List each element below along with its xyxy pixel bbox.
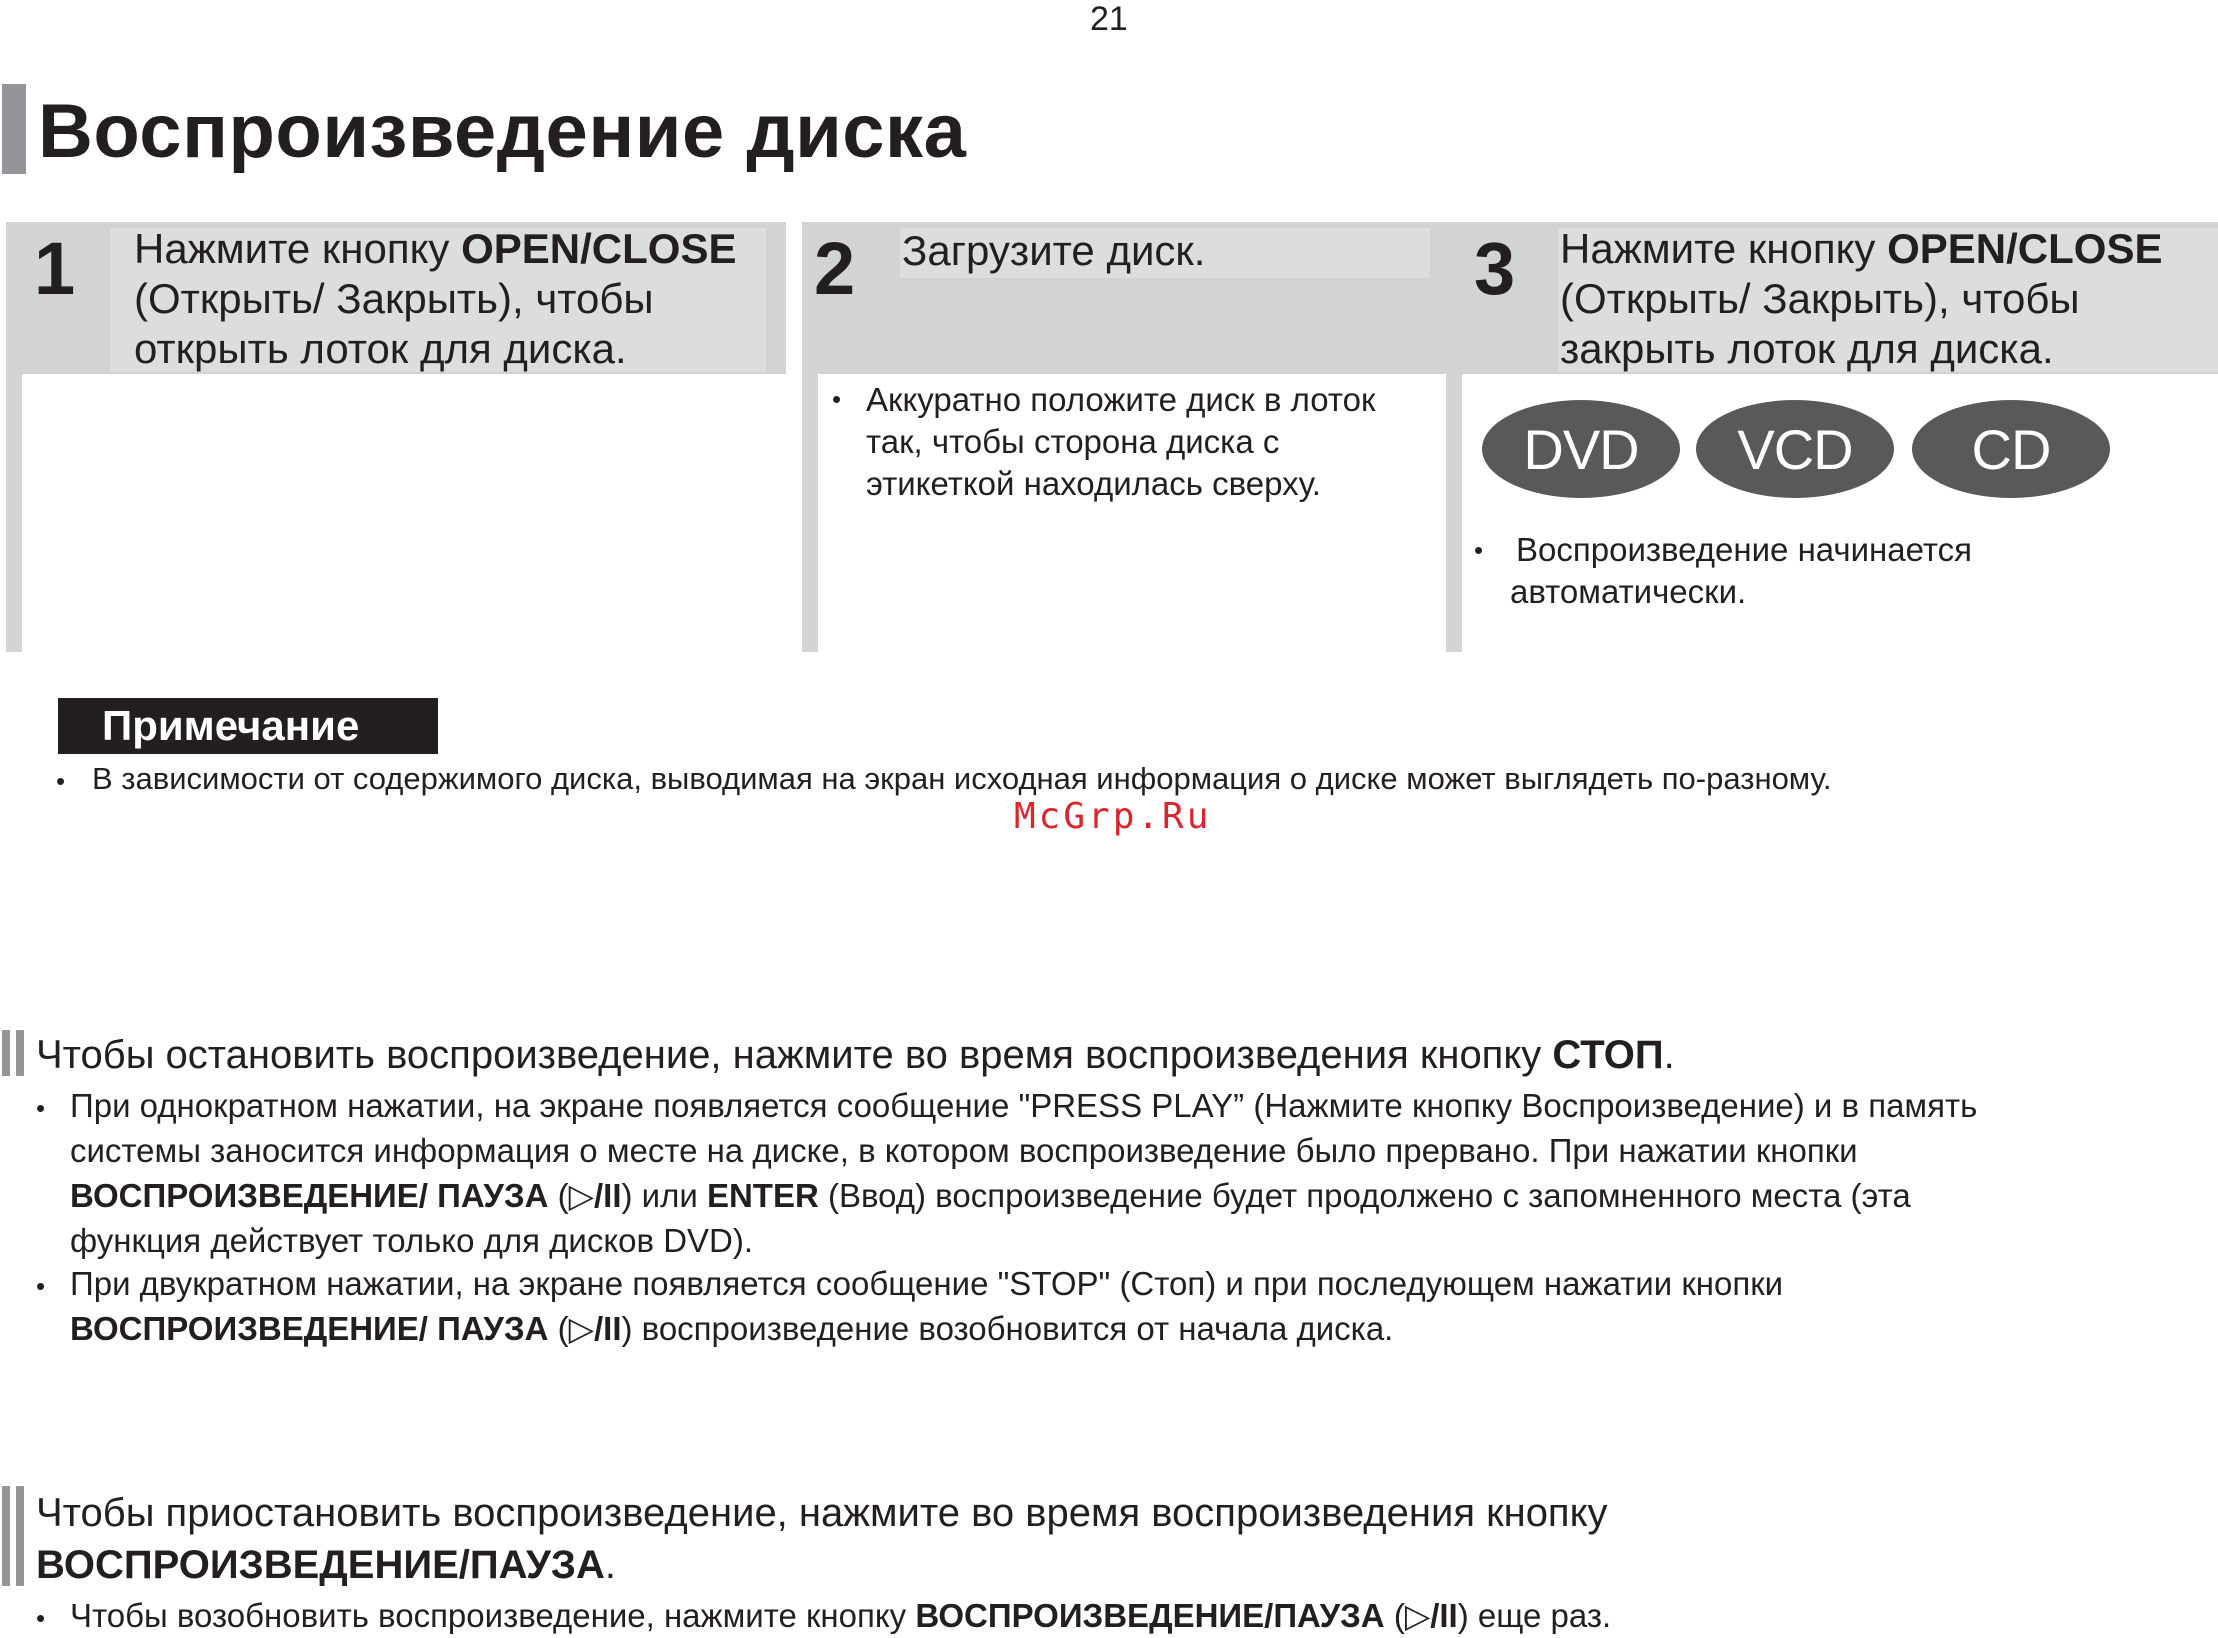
bullet-icon: •	[1474, 535, 1484, 565]
step-2-number: 2	[814, 227, 856, 310]
title-accent-bar	[2, 84, 26, 174]
vcd-disc-badge: VCD	[1696, 400, 1894, 498]
note-label: Примечание	[58, 698, 438, 754]
pause-bullet-1: Чтобы возобновить воспроизведение, нажмите кнопку ВОСПРОИЗВЕДЕНИЕ/ПАУЗА (▷/II) еще раз.	[70, 1597, 1612, 1634]
stop-bullet-1: При однократном нажатии, на экране появляется сообщение "PRESS PLAY” (Нажмите кнопку Воспроизведение) и в память системы заносится информация о месте на диске, в котором воспроизведение было прервано. При нажатии кнопки ВОСПРОИЗВЕДЕНИЕ/ ПАУЗА (▷/II) или ENTER (Ввод) воспроизведение будет продолжено с запомненного места (эта функция действует только для дисков DVD).	[70, 1087, 1978, 1259]
page-number: 21	[1090, 0, 1128, 38]
step-1-number: 1	[34, 227, 76, 310]
watermark: McGrp.Ru	[1014, 796, 1212, 837]
step-2-side-bar	[802, 374, 818, 652]
stop-bullet-2: При двукратном нажатии, на экране появляется сообщение "STOP" (Стоп) и при последующем нажатии кнопки ВОСПРОИЗВЕДЕНИЕ/ ПАУЗА (▷/II) воспроизведение возобновится от начала диска.	[70, 1265, 1784, 1347]
note-text: В зависимости от содержимого диска, выводимая на экран исходная информация о диске может выглядеть по-разному.	[92, 761, 1832, 796]
step-2-right-bar	[1446, 222, 1462, 652]
step-1-text: Нажмите кнопку OPEN/CLOSE (Открыть/ Закрыть), чтобы открыть лоток для диска.	[134, 225, 737, 372]
pause-section-bar-2	[16, 1486, 24, 1586]
stop-section-title: Чтобы остановить воспроизведение, нажмите во время воспроизведения кнопку СТОП.	[36, 1033, 1675, 1077]
step-3-bullet: Воспроизведение начинается автоматически.	[1510, 531, 1973, 610]
bullet-icon: •	[36, 1603, 46, 1633]
step-2-bullet: Аккуратно положите диск в лоток так, чтобы сторона диска с этикеткой находилась сверху.	[866, 381, 1376, 502]
bullet-icon: •	[36, 1093, 46, 1123]
stop-section-bar	[2, 1030, 10, 1076]
step-1-side-bar	[6, 374, 22, 652]
bullet-icon: •	[832, 384, 842, 414]
step-3-text: Нажмите кнопку OPEN/CLOSE (Открыть/ Закрыть), чтобы закрыть лоток для диска.	[1560, 225, 2163, 372]
pause-section-bar	[2, 1486, 10, 1586]
stop-section-bar-2	[16, 1030, 24, 1076]
bullet-icon: •	[36, 1271, 46, 1301]
page-title: Воспроизведение диска	[38, 89, 967, 174]
cd-disc-badge: CD	[1912, 400, 2110, 498]
step-3-number: 3	[1474, 227, 1516, 310]
step-2-text: Загрузите диск.	[902, 227, 1206, 274]
bullet-icon: •	[56, 766, 66, 796]
pause-section-title: Чтобы приостановить воспроизведение, нажмите во время воспроизведения кнопку ВОСПРОИЗВЕДЕНИЕ/ПАУЗА.	[36, 1491, 1608, 1587]
dvd-disc-badge: DVD	[1482, 400, 1680, 498]
